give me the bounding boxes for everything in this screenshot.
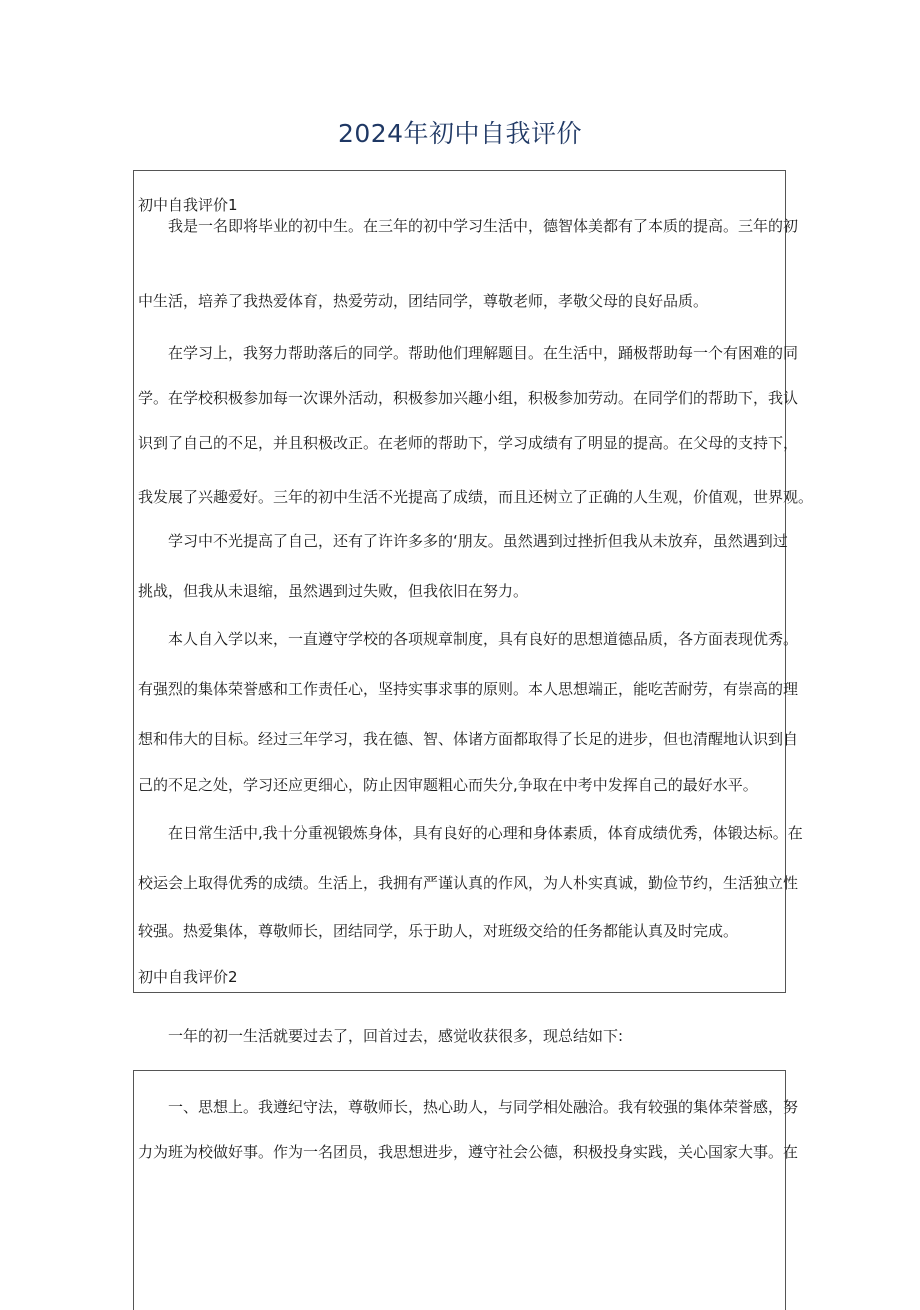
paragraph-line: 本人自入学以来，一直遵守学校的各项规章制度，具有良好的思想道德品质，各方面表现优秀。 (168, 630, 799, 648)
paragraph-line: 学。在学校积极参加每一次课外活动，积极参加兴趣小组，积极参加劳动。在同学们的帮助下，我认 (138, 389, 799, 407)
paragraph-line: 我是一名即将毕业的初中生。在三年的初中学习生活中，德智体美都有了本质的提高。三年的初 (168, 217, 799, 235)
paragraph-line: 在日常生活中,我十分重视锻炼身体，具有良好的心理和身体素质，体育成绩优秀，体锻达标。在 (168, 824, 803, 842)
paragraph-line: 我发展了兴趣爱好。三年的初中生活不光提高了成绩，而且还树立了正确的人生观，价值观，世界观。 (138, 488, 814, 506)
section-1-box (133, 170, 814, 993)
paragraph-line: 中生活，培养了我热爱体育，热爱劳动，团结同学，尊敬老师，孝敬父母的良好品质。 (138, 292, 709, 310)
section-1-heading: 初中自我评价1 (138, 196, 238, 214)
paragraph-line: 己的不足之处，学习还应更细心，防止因审题粗心而失分,争取在中考中发挥自己的最好水平。 (138, 776, 758, 794)
paragraph-line: 想和伟大的目标。经过三年学习，我在德、智、体诸方面都取得了长足的进步，但也清醒地认识到自 (138, 730, 799, 748)
paragraph-line: 在学习上，我努力帮助落后的同学。帮助他们理解题目。在生活中，踊极帮助每一个有困难的同 (168, 344, 799, 362)
section-2-box (133, 1070, 799, 1310)
section-2-intro: 一年的初一生活就要过去了，回首过去，感觉收获很多，现总结如下: (168, 1027, 624, 1045)
paragraph-line: 有强烈的集体荣誉感和工作责任心，坚持实事求事的原则。本人思想端正，能吃苦耐劳，有崇高的理 (138, 680, 799, 698)
paragraph-line: 较强。热爱集体，尊敬师长，团结同学，乐于助人，对班级交给的任务都能认真及时完成。 (138, 922, 739, 940)
section-2-heading: 初中自我评价2 (138, 968, 238, 986)
paragraph-line: 力为班为校做好事。作为一名团员，我思想进步，遵守社会公德，积极投身实践，关心国家大事。在 (138, 1143, 799, 1161)
document-title: 2024年初中自我评价 (337, 119, 583, 148)
paragraph-line: 识到了自己的不足，并且积极改正。在老师的帮助下，学习成绩有了明显的提高。在父母的支持下， (138, 434, 799, 452)
paragraph-line: 校运会上取得优秀的成绩。生活上，我拥有严谨认真的作风，为人朴实真诚，勤俭节约，生活独立性 (138, 874, 799, 892)
paragraph-line: 一、思想上。我遵纪守法，尊敬师长，热心助人，与同学相处融洽。我有较强的集体荣誉感，努 (168, 1098, 799, 1116)
paragraph-line: 挑战，但我从未退缩，虽然遇到过失败，但我依旧在努力。 (138, 582, 529, 600)
paragraph-line: 学习中不光提高了自己，还有了许许多多的‘朋友。虽然遇到过挫折但我从未放弃，虽然遇到过 (168, 532, 788, 550)
